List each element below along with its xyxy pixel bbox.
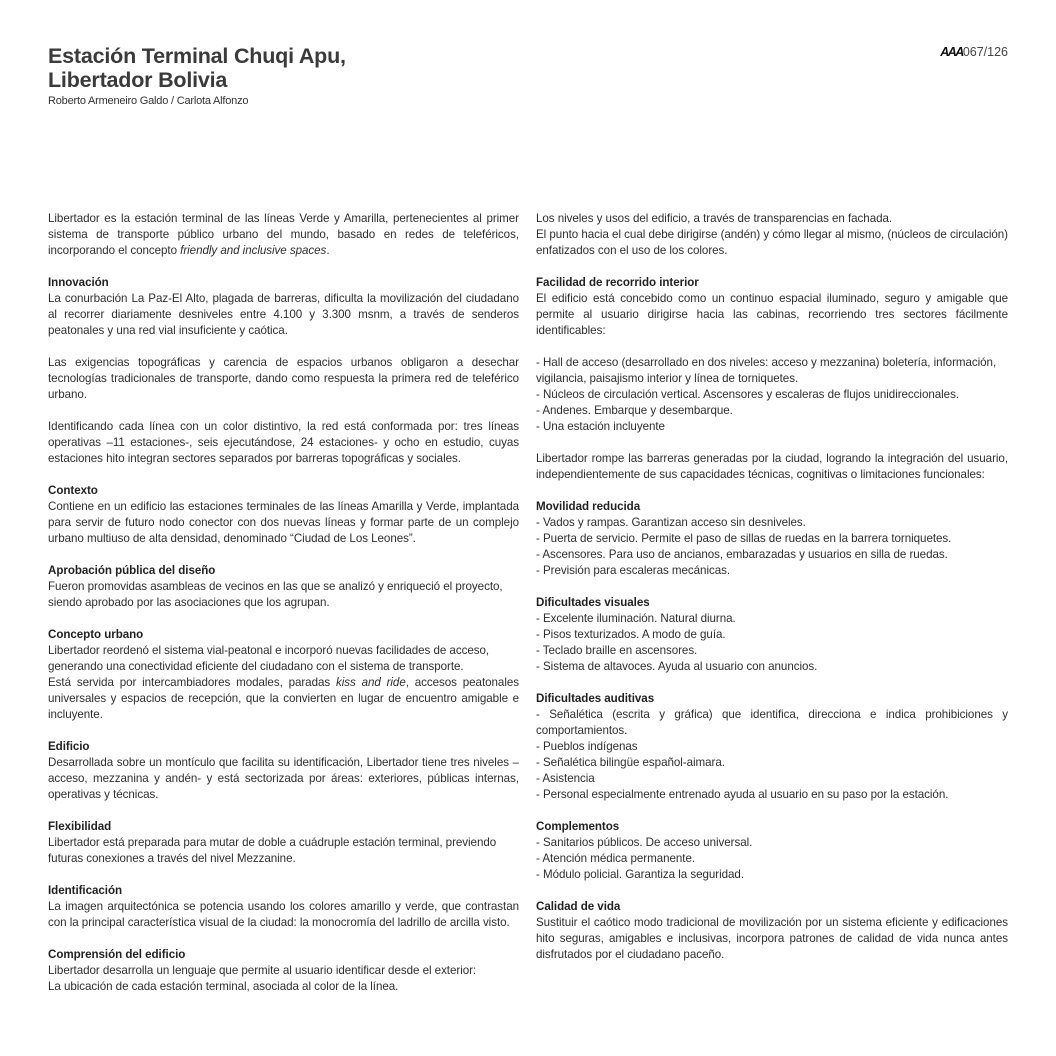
- section-paragraph: El edificio está concebido como un continuo espacial iluminado, seguro y amigable que permite al usuario dirigirse hacia las cabinas, recorriendo tres sectores fácilmente identificables:: [536, 292, 1008, 337]
- section-paragraph: Fueron promovidas asambleas de vecinos en las que se analizó y enriqueció el proyecto, siendo aprobado por las asociaciones que los agrupan.: [48, 580, 503, 609]
- section-paragraph: [48, 675, 519, 723]
- page-number-text: 067/126: [962, 45, 1008, 59]
- list-item: - Hall de acceso (desarrollado en dos niveles: acceso y mezzanina) boletería, información, vigilancia, paisajismo interior y línea de torniquetes.: [536, 356, 997, 385]
- list-item: - Personal especialmente entrenado ayuda al usuario en su paso por la estación.: [536, 788, 949, 801]
- list-item: - Andenes. Embarque y desembarque.: [536, 404, 733, 417]
- rompe-section: [536, 451, 1008, 483]
- innovacion-section-2: [48, 355, 519, 403]
- section-heading: Contexto: [48, 484, 98, 497]
- section-paragraph: Las exigencias topográficas y carencia de espacios urbanos obligaron a desechar tecnologías tradicionales de transporte, dando como respuesta la primera red de teleférico urbano.: [48, 356, 519, 401]
- innovacion-section-3: [48, 419, 519, 467]
- list-item: - Señalética bilingüe español-aimara.: [536, 756, 725, 769]
- section-heading: Identificación: [48, 884, 123, 897]
- concepto-section: [48, 627, 519, 723]
- comprension-section: [48, 947, 519, 995]
- section-paragraph: Libertador reordenó el sistema vial-peatonal e incorporó nuevas facilidades de acceso, generando una conectividad eficiente del ciudadano con el sistema de transporte.: [48, 644, 490, 673]
- section-paragraph: La imagen arquitectónica se potencia usando los colores amarillo y verde, que contrastan con la principal característica visual de la ciudad: la monocromía del ladrillo de arcilla visto.: [48, 900, 519, 929]
- section-paragraph: Sustituir el caótico modo tradicional de movilización por un sistema eficiente y edificaciones hito seguras, amigables e inclusivas, incorpora patrones de calidad de vida nunca antes disfrutados por el ciudadano paceño.: [536, 916, 1008, 961]
- title-line-2: Libertador Bolivia: [48, 68, 228, 92]
- section-paragraph: La ubicación de cada estación terminal, asociada al color de la línea.: [48, 980, 399, 993]
- intro-text-end: .: [326, 244, 330, 257]
- journal-logo: AAA: [940, 45, 963, 59]
- section-paragraph: Contiene en un edificio las estaciones terminales de las líneas Amarilla y Verde, implantada para servir de futuro nodo conector con dos nuevas líneas y formar parte de un complejo urbano multiuso de alta densidad, denominado “Ciudad de Los Leones”.: [48, 500, 519, 545]
- list-item: - Señalética (escrita y gráfica) que identifica, direcciona e indica prohibiciones y comportamientos.: [536, 708, 1008, 737]
- movilidad-list: [536, 515, 1008, 579]
- list-item: - Módulo policial. Garantiza la seguridad.: [536, 868, 744, 881]
- niveles-section: [536, 211, 1008, 259]
- right-column: [536, 211, 1008, 979]
- complementos-list: [536, 835, 1008, 883]
- section-paragraph: Identificando cada línea con un color distintivo, la red está conformada por: tres líneas operativas –11 estaciones-, seis ejecutándose, 24 estaciones- y ocho en estudio, cuyas estaciones hito integran sectores separados por barreras topográficas y sociales.: [48, 420, 519, 465]
- list-item: - Atención médica permanente.: [536, 852, 696, 865]
- intro-emphasis: friendly and inclusive spaces: [180, 244, 327, 257]
- innovacion-section: [48, 275, 519, 339]
- section-paragraph: Libertador está preparada para mutar de doble a cuádruple estación terminal, previendo futuras conexiones a través del nivel Mezzanine.: [48, 836, 497, 865]
- list-item: - Sanitarios públicos. De acceso universal.: [536, 836, 753, 849]
- section-paragraph: Libertador desarrolla un lenguaje que permite al usuario identificar desde el exterior:: [48, 964, 477, 977]
- section-heading: Flexibilidad: [48, 820, 112, 833]
- list-item: - Sistema de altavoces. Ayuda al usuario con anuncios.: [536, 660, 818, 673]
- concepto-emphasis: kiss and ride: [335, 676, 406, 689]
- concepto-text: Está servida por intercambiadores modales, paradas: [48, 676, 336, 689]
- intro-section: [48, 211, 519, 259]
- auditivas-list: [536, 707, 1008, 803]
- intro-text: Libertador es la estación terminal de las líneas Verde y Amarilla, pertenecientes al primer sistema de transporte público urbano del mundo, basado en redes de teleféricos, incorporando el concepto: [48, 212, 519, 257]
- section-heading: Complementos: [536, 820, 620, 833]
- list-item: - Núcleos de circulación vertical. Ascensores y escaleras de flujos unidireccionales.: [536, 388, 959, 401]
- edificio-section: [48, 739, 519, 803]
- list-item: - Ascensores. Para uso de ancianos, embarazadas y usuarios en silla de ruedas.: [536, 548, 948, 561]
- section-paragraph: Desarrollada sobre un montículo que facilita su identificación, Libertador tiene tres niveles –acceso, mezzanina y andén- y está sectorizada por áreas: exteriores, públicas internas, operativas y técnicas.: [48, 756, 519, 801]
- aprobacion-section: [48, 563, 519, 611]
- list-item: - Pisos texturizados. A modo de guía.: [536, 628, 726, 641]
- auditivas-section: [536, 691, 1008, 803]
- section-heading: Facilidad de recorrido interior: [536, 276, 699, 289]
- calidad-section: [536, 899, 1008, 963]
- section-paragraph: Libertador rompe las barreras generadas por la ciudad, logrando la integración del usuario, independientemente de sus capacidades técnicas, cognitivas o limitaciones funcionales:: [536, 452, 1008, 481]
- section-paragraph: El punto hacia el cual debe dirigirse (andén) y cómo llegar al mismo, (núcleos de circulación) enfatizados con el uso de los colores.: [536, 228, 1008, 257]
- section-heading: Dificultades visuales: [536, 596, 650, 609]
- authors: Roberto Armeneiro Galdo / Carlota Alfonzo: [48, 95, 249, 107]
- movilidad-section: [536, 499, 1008, 579]
- section-heading: Edificio: [48, 740, 90, 753]
- left-column: [48, 211, 519, 1011]
- list-item: - Asistencia: [536, 772, 595, 785]
- list-item: - Previsión para escaleras mecánicas.: [536, 564, 731, 577]
- page-number: [940, 45, 1008, 59]
- section-paragraph: La conurbación La Paz-El Alto, plagada de barreras, dificulta la movilización del ciudadano al recorrer diariamente desniveles entre 4.100 y 3.300 msnm, a través de senderos peatonales y una red vial insuficiente y caótica.: [48, 292, 519, 337]
- facilidad-list: [536, 355, 1008, 435]
- list-item: - Una estación incluyente: [536, 420, 665, 433]
- facilidad-list-section: [536, 355, 1008, 435]
- section-heading: Innovación: [48, 276, 109, 289]
- flexibilidad-section: [48, 819, 519, 867]
- section-heading: Comprensión del edificio: [48, 948, 186, 961]
- contexto-section: [48, 483, 519, 547]
- section-heading: Dificultades auditivas: [536, 692, 655, 705]
- visuales-section: [536, 595, 1008, 675]
- visuales-list: [536, 611, 1008, 675]
- list-item: - Teclado braille en ascensores.: [536, 644, 698, 657]
- section-heading: Calidad de vida: [536, 900, 621, 913]
- concepto-text-end: , accesos peatonales universales y espacios de recepción, que la convierten en lugar de encuentro amigable e incluyente.: [48, 676, 519, 721]
- section-paragraph: Los niveles y usos del edificio, a través de transparencias en fachada.: [536, 212, 893, 225]
- list-item: - Pueblos indígenas: [536, 740, 638, 753]
- article-title: [48, 44, 1008, 92]
- list-item: - Puerta de servicio. Permite el paso de sillas de ruedas en la barrera torniquetes.: [536, 532, 952, 545]
- complementos-section: [536, 819, 1008, 883]
- section-heading: Movilidad reducida: [536, 500, 641, 513]
- section-heading: Aprobación pública del diseño: [48, 564, 216, 577]
- title-line-1: Estación Terminal Chuqi Apu,: [48, 44, 346, 68]
- intro-paragraph: [48, 211, 519, 259]
- page-header: [48, 44, 1008, 108]
- list-item: - Vados y rampas. Garantizan acceso sin desniveles.: [536, 516, 806, 529]
- list-item: - Excelente iluminación. Natural diurna.: [536, 612, 736, 625]
- identificacion-section: [48, 883, 519, 931]
- facilidad-section: [536, 275, 1008, 339]
- section-heading: Concepto urbano: [48, 628, 144, 641]
